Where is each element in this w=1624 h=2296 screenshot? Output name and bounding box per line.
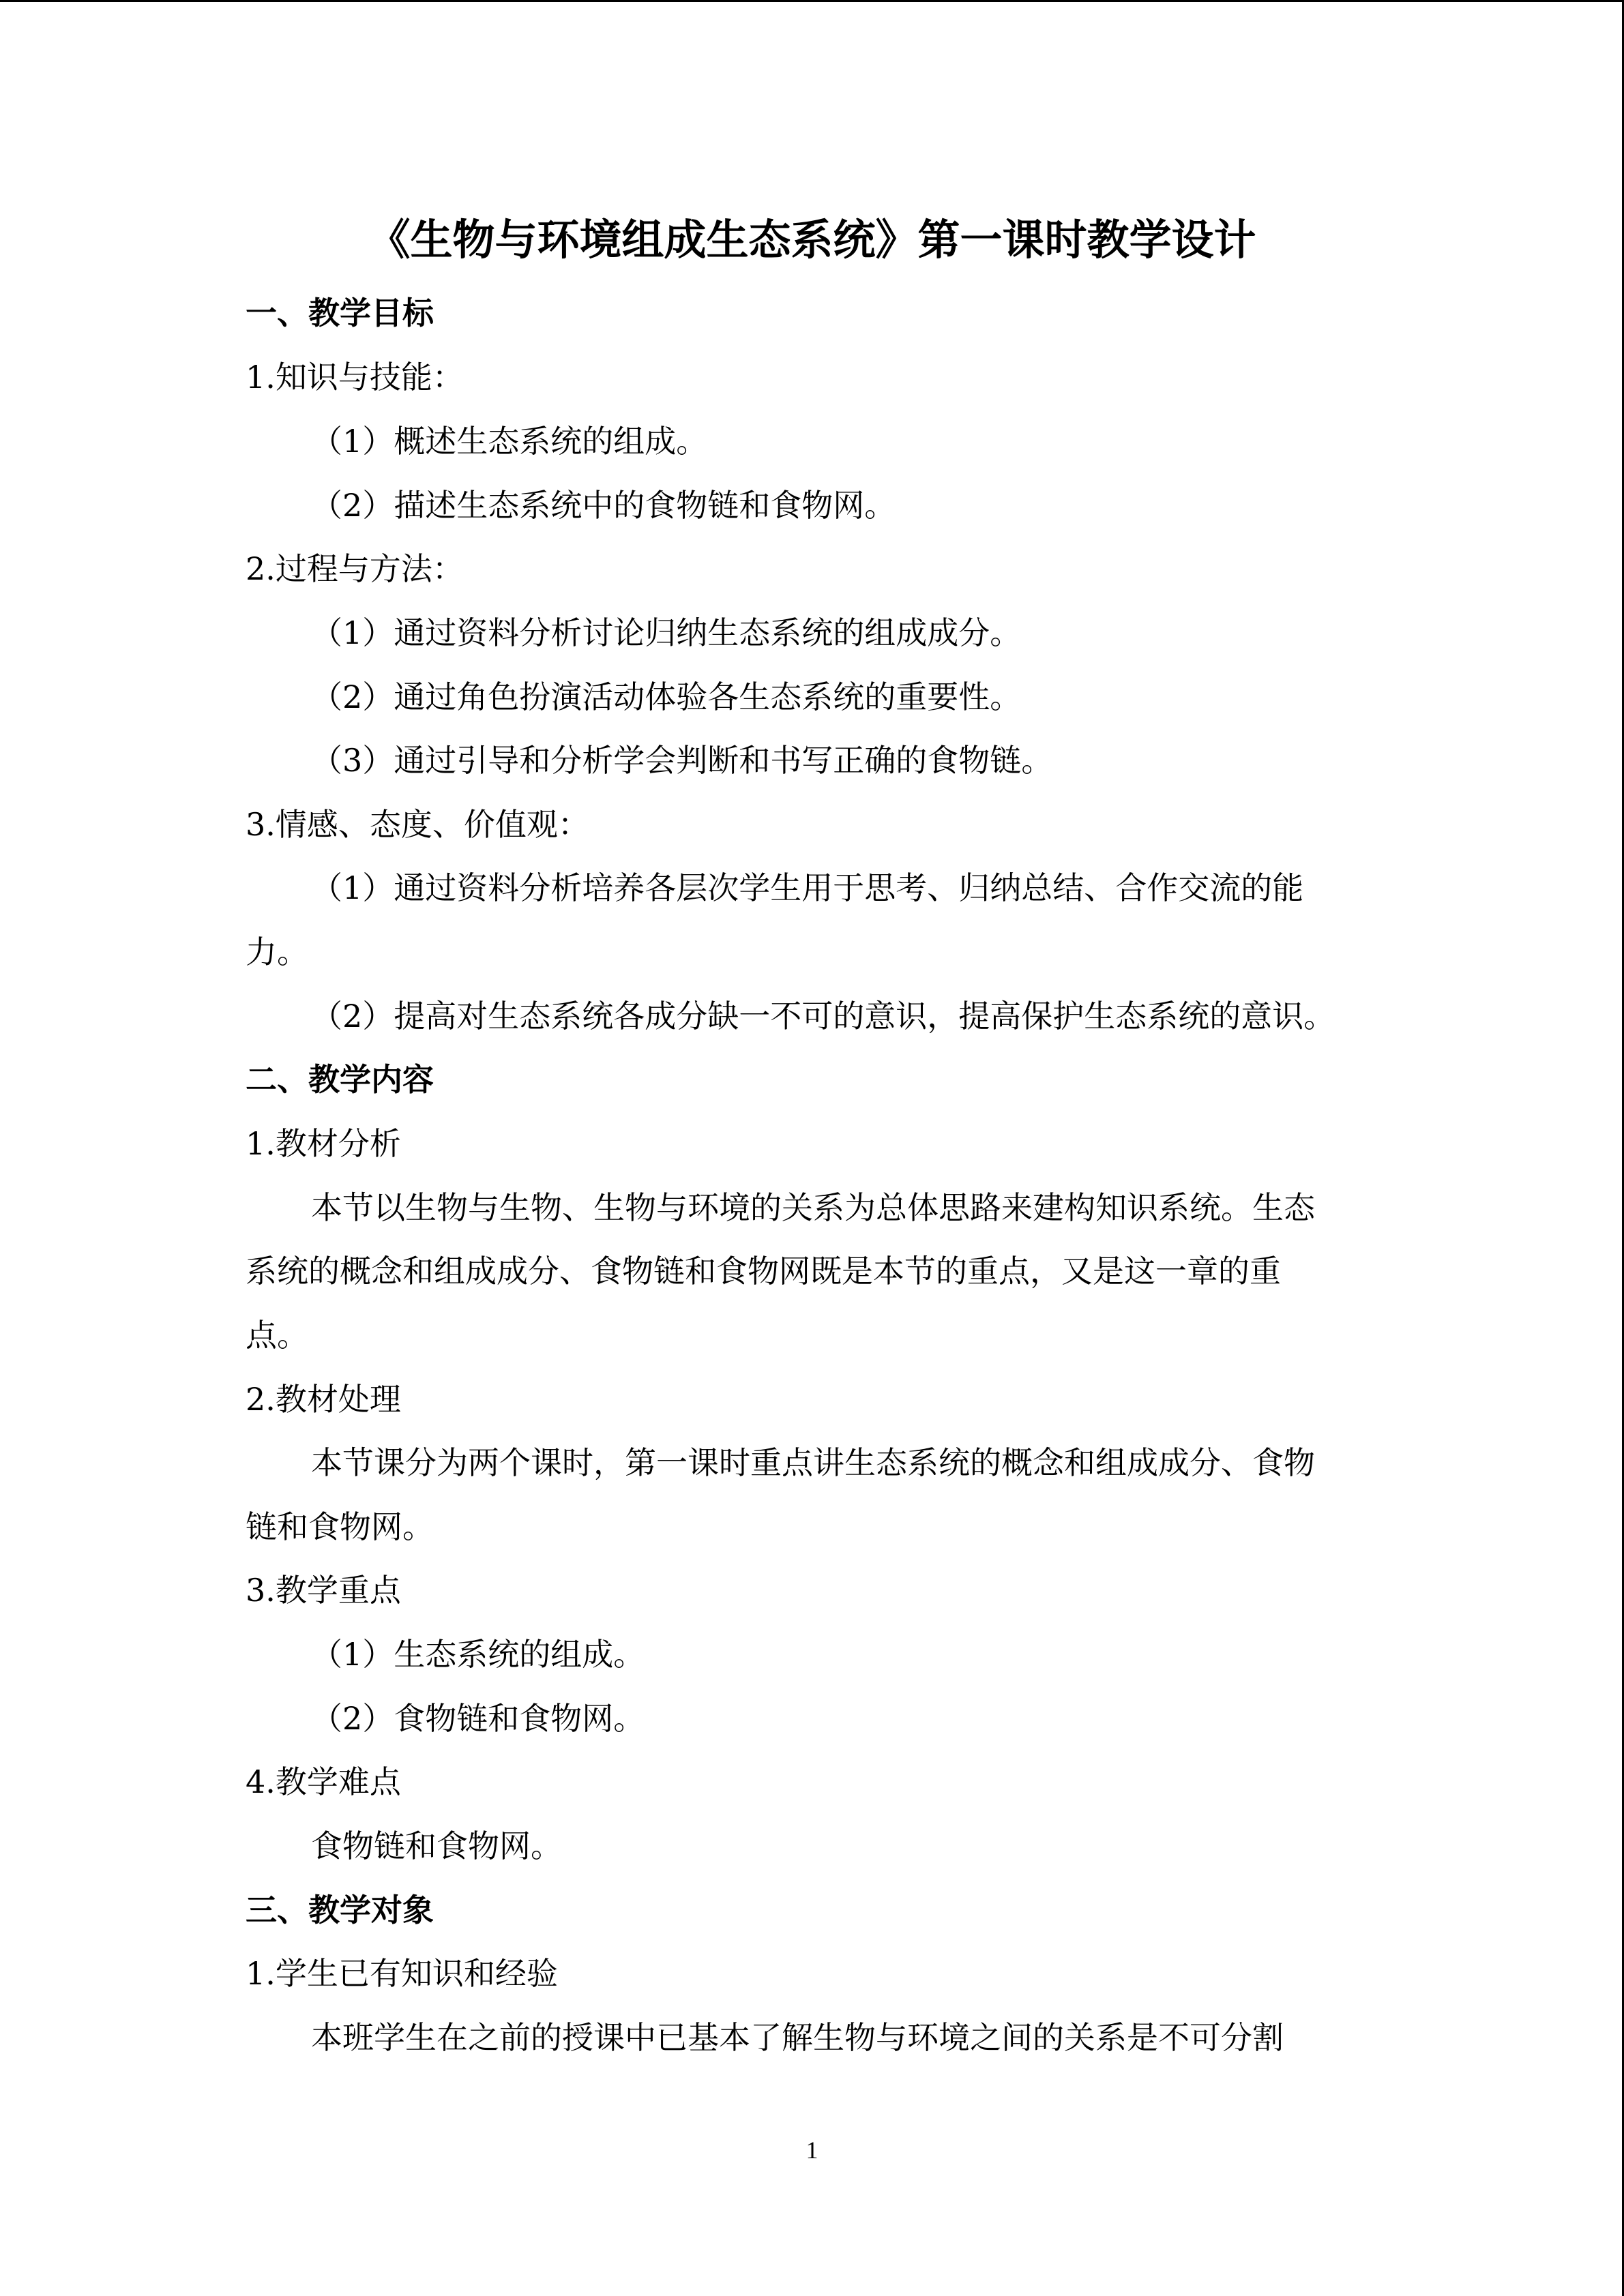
list-item: （3）通过引导和分析学会判断和书写正确的食物链。 (311, 742, 1053, 779)
list-item: （2）提高对生态系统各成分缺一不可的意识，提高保护生态系统的意识。 (311, 998, 1335, 1034)
list-item: （2）通过角色扮演活动体验各生态系统的重要性。 (311, 679, 1022, 715)
document-title: 《生物与环境组成生态系统》第一课时教学设计 (368, 215, 1256, 265)
subheading-prior-knowledge: 1.学生已有知识和经验 (246, 1955, 558, 1992)
page-border-top (0, 0, 1624, 2)
subheading-material-handling: 2.教材处理 (246, 1381, 401, 1418)
paragraph-line: 本节以生物与生物、生物与环境的关系为总体思路来建构知识系统。生态 (311, 1189, 1315, 1226)
paragraph-line: 本班学生在之前的授课中已基本了解生物与环境之间的关系是不可分割 (311, 2019, 1284, 2056)
paragraph-line: 本节课分为两个课时，第一课时重点讲生态系统的概念和组成成分、食物 (311, 1444, 1315, 1481)
list-item: （1）通过资料分析培养各层次学生用于思考、归纳总结、合作交流的能 (311, 869, 1304, 906)
paragraph-line: 链和食物网。 (246, 1508, 434, 1545)
subheading-emotion-values: 3.情感、态度、价值观： (246, 806, 589, 843)
section-heading-objectives: 一、教学目标 (246, 295, 434, 331)
section-heading-audience: 三、教学对象 (246, 1892, 434, 1928)
subheading-knowledge-skills: 1.知识与技能： (246, 359, 464, 396)
paragraph-line: 系统的概念和组成成分、食物链和食物网既是本节的重点，又是这一章的重 (246, 1253, 1281, 1289)
subheading-difficulties: 4.教学难点 (246, 1763, 401, 1800)
list-item: （1）通过资料分析讨论归纳生态系统的组成成分。 (311, 614, 1022, 651)
subheading-process-methods: 2.过程与方法： (246, 550, 464, 587)
list-item: （2）描述生态系统中的食物链和食物网。 (311, 487, 896, 524)
list-item: （1）概述生态系统的组成。 (311, 423, 708, 460)
section-heading-content: 二、教学内容 (246, 1061, 434, 1098)
paragraph-line: 点。 (246, 1317, 308, 1354)
list-item-continuation: 力。 (246, 934, 308, 970)
subheading-material-analysis: 1.教材分析 (246, 1125, 401, 1162)
paragraph-line: 食物链和食物网。 (311, 1828, 562, 1864)
list-item: （2）食物链和食物网。 (311, 1700, 645, 1737)
subheading-key-points: 3.教学重点 (246, 1572, 401, 1609)
page-number: 1 (806, 2136, 818, 2164)
list-item: （1）生态系统的组成。 (311, 1636, 645, 1673)
